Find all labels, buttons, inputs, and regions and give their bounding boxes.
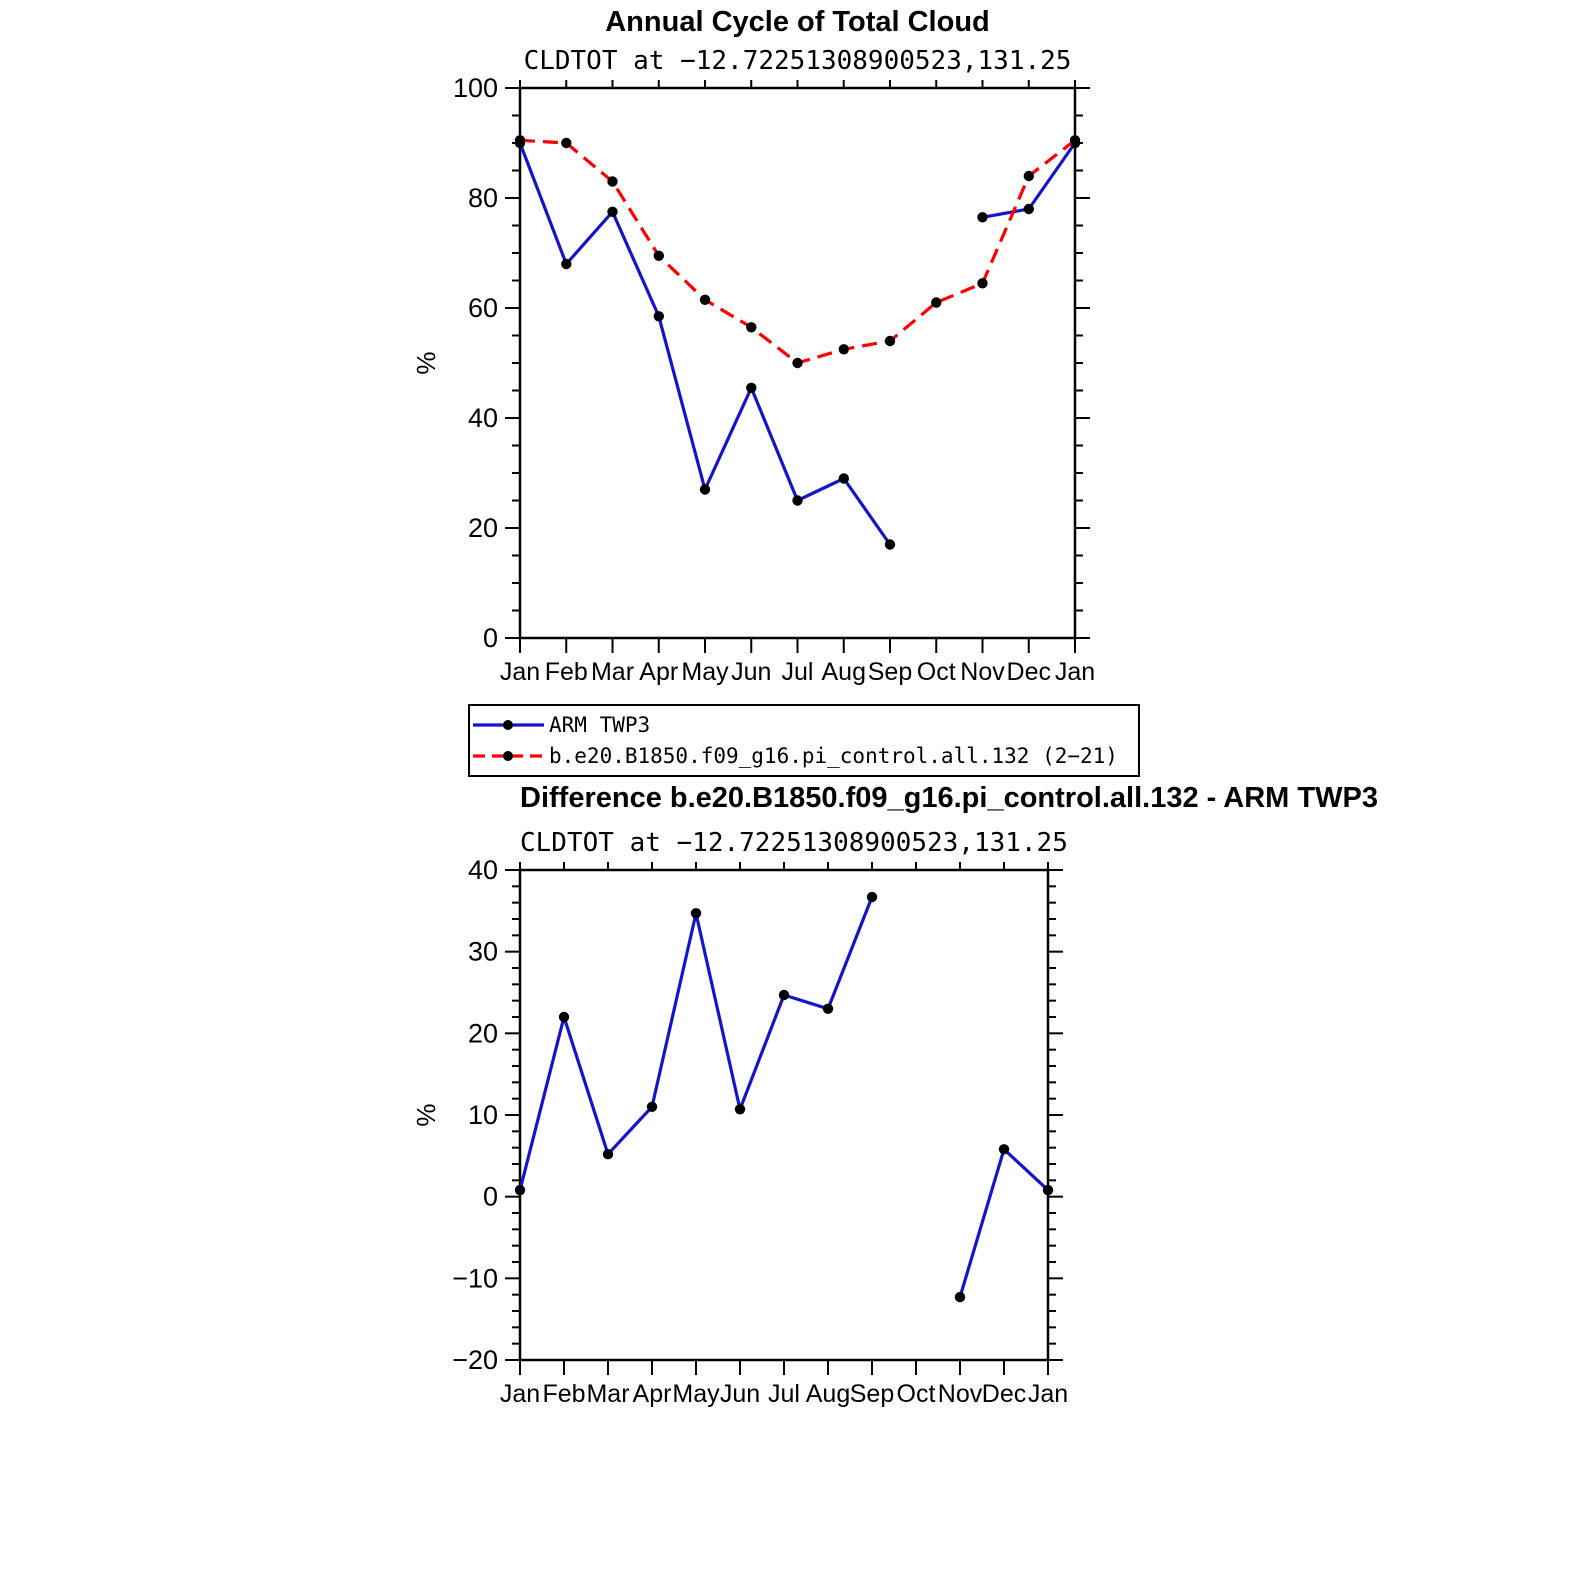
data-point-marker <box>885 539 895 549</box>
legend-label-model-run: b.e20.B1850.f09_g16.pi_control.all.132 (2−21) <box>549 743 1118 768</box>
x-tick-label: Jan <box>499 1380 541 1408</box>
x-tick-label: Mar <box>590 658 635 686</box>
data-point-marker <box>823 1004 833 1014</box>
difference-plot <box>411 855 1068 1408</box>
data-point-marker <box>792 495 802 505</box>
x-tick-label: Jan <box>499 658 541 686</box>
x-tick-label: Sep <box>867 658 913 686</box>
data-point-marker <box>691 908 701 918</box>
x-tick-label: Jul <box>768 1380 800 1408</box>
x-tick-label: Jun <box>731 658 772 686</box>
x-tick-label: Aug <box>821 658 866 686</box>
legend <box>468 704 1140 777</box>
y-tick-label: 10 <box>467 1100 498 1130</box>
data-point-marker <box>654 251 664 261</box>
y-axis-title: % <box>411 351 441 375</box>
y-tick-label: −20 <box>452 1345 498 1375</box>
x-tick-label: Feb <box>542 1380 586 1408</box>
x-tick-label: Jul <box>781 658 814 686</box>
y-tick-label: 40 <box>467 403 498 433</box>
annual-cycle-title: Annual Cycle of Total Cloud <box>605 6 990 38</box>
data-point-marker <box>700 484 710 494</box>
data-point-marker <box>515 1185 525 1195</box>
data-point-marker <box>839 344 849 354</box>
x-tick-label: Jun <box>719 1380 761 1408</box>
data-point-marker <box>839 473 849 483</box>
x-tick-label: Nov <box>937 1380 983 1408</box>
data-point-marker <box>1024 204 1034 214</box>
y-tick-label: 40 <box>467 855 498 885</box>
legend-marker-dot <box>503 720 513 730</box>
x-tick-label: Mar <box>586 1380 630 1408</box>
data-point-marker <box>792 358 802 368</box>
y-tick-label: 0 <box>482 623 498 653</box>
y-axis-title: % <box>411 1103 441 1127</box>
series-line <box>520 897 1048 1297</box>
x-tick-label: Aug <box>805 1380 851 1408</box>
data-point-marker <box>1070 135 1080 145</box>
legend-marker-dot <box>503 751 513 761</box>
data-point-marker <box>931 297 941 307</box>
y-tick-label: 20 <box>467 1018 498 1049</box>
y-tick-label: 100 <box>452 73 498 103</box>
data-point-marker <box>700 295 710 305</box>
series-0 <box>515 138 1080 550</box>
annual-cycle-subtitle: CLDTOT at −12.72251308900523,131.25 <box>523 46 1072 76</box>
x-tick-label: Apr <box>639 658 679 686</box>
x-tick-label: Apr <box>632 1380 672 1408</box>
data-point-marker <box>977 212 987 222</box>
data-point-marker <box>999 1144 1009 1154</box>
series-line <box>520 143 1075 545</box>
series-1 <box>515 135 1080 368</box>
data-point-marker <box>977 278 987 288</box>
series-line <box>520 140 1075 363</box>
x-tick-label: Jan <box>1054 658 1096 686</box>
x-tick-label: Dec <box>981 1380 1027 1408</box>
series-0 <box>515 892 1053 1303</box>
data-point-marker <box>746 383 756 393</box>
y-tick-label: 30 <box>467 936 498 967</box>
data-point-marker <box>561 138 571 148</box>
axes <box>411 73 1095 686</box>
x-tick-label: May <box>681 658 729 686</box>
data-point-marker <box>955 1292 965 1302</box>
data-point-marker <box>561 259 571 269</box>
annual-cycle-plot <box>411 73 1095 686</box>
x-tick-label: Oct <box>916 658 956 686</box>
x-tick-label: Dec <box>1006 658 1051 686</box>
x-tick-label: Sep <box>849 1380 895 1408</box>
data-point-marker <box>607 207 617 217</box>
x-tick-label: Nov <box>960 658 1005 686</box>
data-point-marker <box>746 322 756 332</box>
legend-item-model-run <box>472 740 1136 771</box>
axes <box>411 855 1068 1408</box>
plot-frame <box>520 870 1048 1360</box>
difference-subtitle: CLDTOT at −12.72251308900523,131.25 <box>520 828 1068 858</box>
data-point-marker <box>607 176 617 186</box>
legend-label-arm-twp3: ARM TWP3 <box>549 712 651 737</box>
y-tick-label: 80 <box>467 183 498 213</box>
y-tick-label: 0 <box>482 1181 498 1212</box>
data-point-marker <box>603 1149 613 1159</box>
data-point-marker <box>559 1012 569 1022</box>
y-tick-label: −10 <box>452 1263 498 1294</box>
y-tick-label: 20 <box>467 513 498 543</box>
data-point-marker <box>654 311 664 321</box>
legend-item-arm-twp3 <box>472 709 1136 740</box>
legend-line-sample-arm-twp3 <box>472 718 546 732</box>
x-tick-label: Feb <box>544 658 588 686</box>
data-point-marker <box>1043 1185 1053 1195</box>
difference-title: Difference b.e20.B1850.f09_g16.pi_control.all.132 - ARM TWP3 <box>520 782 1378 814</box>
data-point-marker <box>867 892 877 902</box>
data-point-marker <box>515 135 525 145</box>
data-point-marker <box>1024 171 1034 181</box>
data-point-marker <box>647 1102 657 1112</box>
x-tick-label: May <box>672 1380 720 1408</box>
data-point-marker <box>735 1104 745 1114</box>
data-point-marker <box>885 336 895 346</box>
legend-line-sample-model-run <box>472 749 546 763</box>
data-point-marker <box>779 990 789 1000</box>
x-tick-label: Jan <box>1027 1380 1069 1408</box>
x-tick-label: Oct <box>896 1380 936 1408</box>
y-tick-label: 60 <box>467 293 498 323</box>
